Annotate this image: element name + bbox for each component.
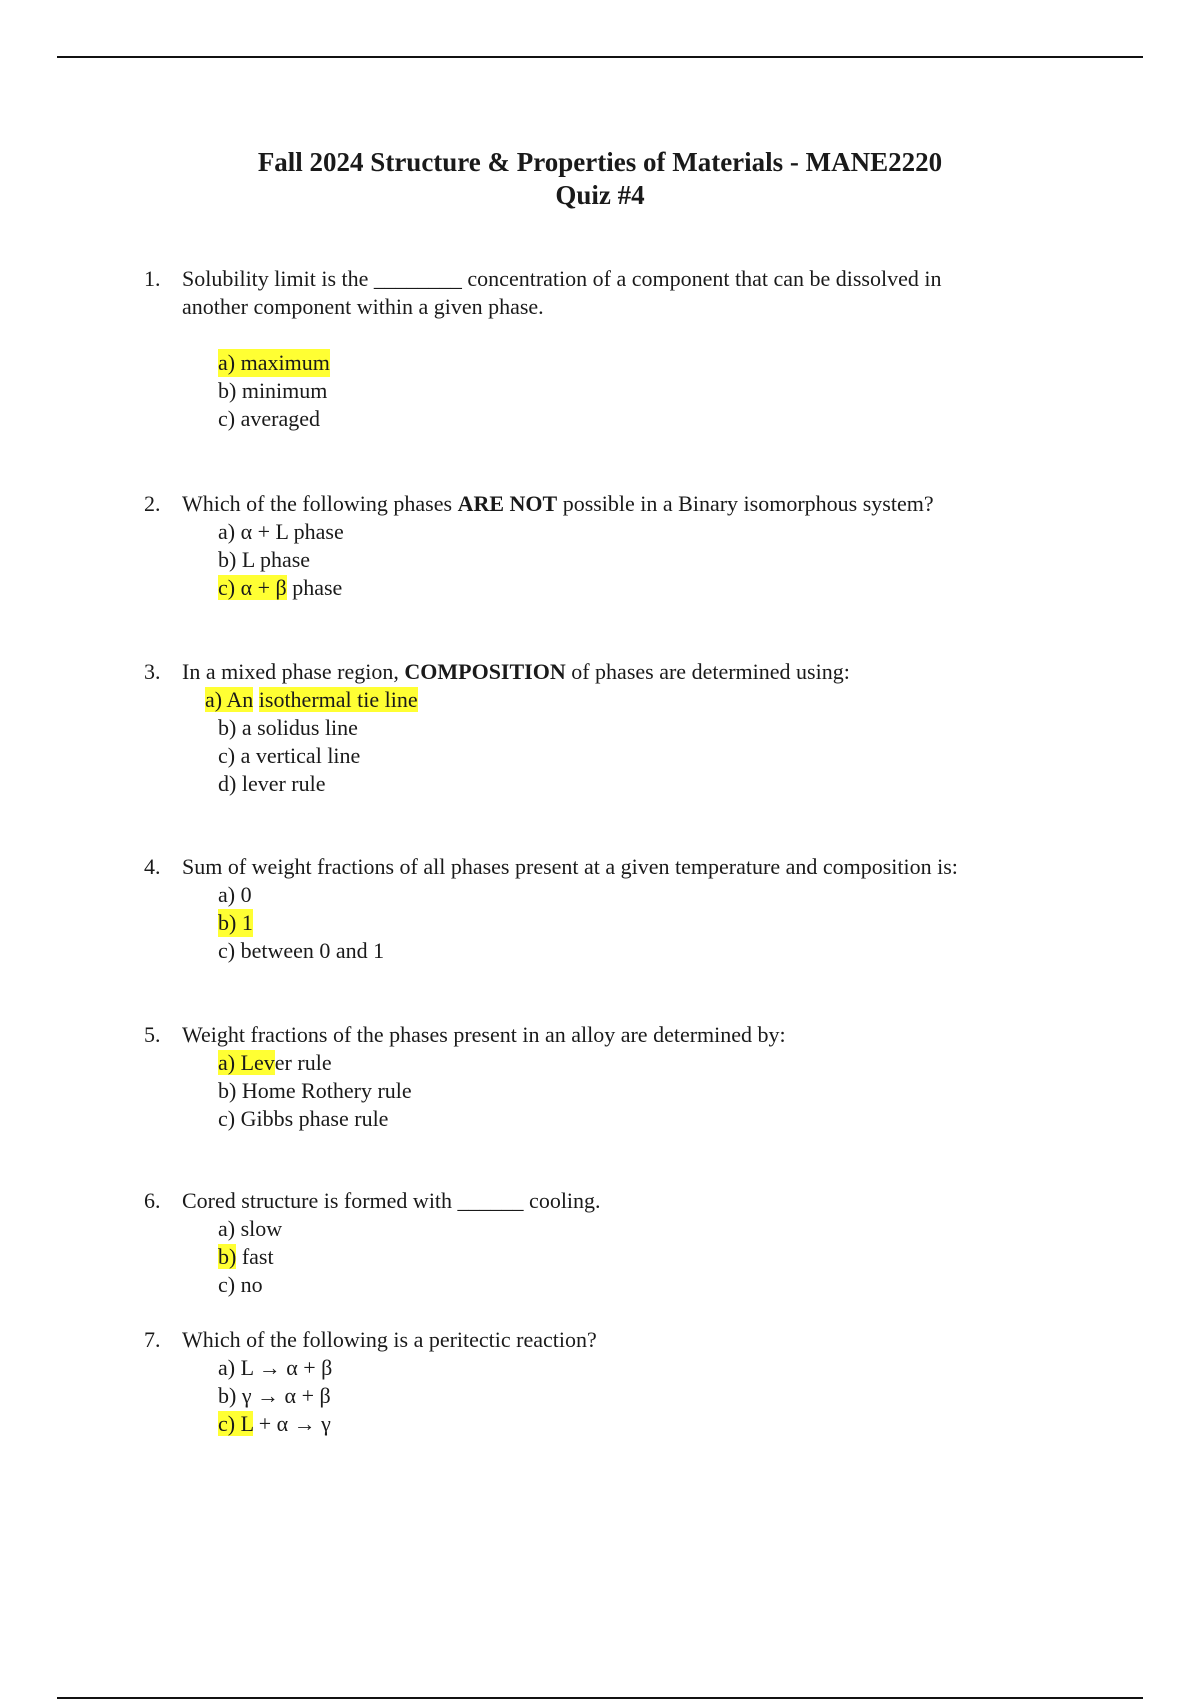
option-label: b) L phase (218, 547, 311, 572)
option-label: b) γ → α + β (218, 1383, 331, 1408)
question-text: Cored structure is formed with ______ cooling. (182, 1188, 601, 1213)
question-2 (0, 490, 1200, 602)
option-c (0, 937, 1200, 965)
option-a (0, 686, 1200, 714)
question-text-part: of phases are determined using: (565, 659, 850, 684)
option-b (0, 1382, 1200, 1410)
option-label-highlighted: c) α + β (218, 575, 287, 600)
option-label-rest: er rule (274, 1050, 332, 1075)
option-b (0, 1077, 1200, 1105)
option-a (0, 1354, 1200, 1382)
option-label: a) 0 (218, 882, 252, 907)
question-number: 6. (144, 1188, 161, 1213)
option-a (0, 1215, 1200, 1243)
option-label: c) averaged (218, 406, 320, 431)
option-label: c) between 0 and 1 (218, 938, 385, 963)
option-label: d) lever rule (218, 771, 326, 796)
question-number: 2. (144, 491, 161, 516)
option-b (0, 909, 1200, 937)
option-label-highlighted: b) (218, 1244, 237, 1269)
option-label: b) Home Rothery rule (218, 1078, 412, 1103)
question-3 (0, 658, 1200, 798)
option-d (0, 770, 1200, 798)
title-line-2: Quiz #4 (555, 180, 645, 210)
question-4 (0, 853, 1200, 965)
question-number: 7. (144, 1327, 161, 1352)
question-6 (0, 1187, 1200, 1299)
option-b (0, 377, 1200, 405)
option-b (0, 1243, 1200, 1271)
option-label-highlighted: a) Lev (218, 1050, 275, 1075)
question-text (182, 658, 850, 686)
question-text: Solubility limit is the ________ concentration of a component that can be dissolved in (182, 266, 942, 291)
option-c (0, 1105, 1200, 1133)
option-label-rest: phase (292, 575, 343, 600)
question-number: 3. (144, 659, 161, 684)
option-label-highlighted: isothermal tie line (258, 687, 418, 712)
option-label-rest: + α → γ (253, 1411, 331, 1436)
question-1 (0, 265, 1200, 433)
option-b (0, 714, 1200, 742)
question-5 (0, 1021, 1200, 1133)
option-a (0, 518, 1200, 546)
question-text-part: possible in a Binary isomorphous system? (557, 491, 934, 516)
title-line-1: Fall 2024 Structure & Properties of Materials - MANE2220 (257, 147, 943, 177)
option-label: b) a solidus line (218, 715, 358, 740)
question-text: Which of the following is a peritectic reaction? (182, 1327, 597, 1352)
option-c (0, 574, 1200, 602)
question-number: 4. (144, 854, 161, 879)
question-text-part: Which of the following phases (182, 491, 458, 516)
option-label: c) no (218, 1272, 263, 1297)
question-text-emphasis: COMPOSITION (404, 659, 566, 684)
option-a (0, 349, 1200, 377)
question-7 (0, 1326, 1200, 1438)
option-c (0, 1410, 1200, 1438)
option-c (0, 405, 1200, 433)
document-title (0, 146, 1200, 212)
question-text-continued: another component within a given phase. (182, 294, 544, 319)
option-label-rest: fast (236, 1244, 274, 1269)
question-number: 1. (144, 266, 161, 291)
top-rule (57, 56, 1143, 58)
option-label: a) α + L phase (218, 519, 344, 544)
question-number: 5. (144, 1022, 161, 1047)
option-label: c) Gibbs phase rule (218, 1106, 389, 1131)
option-label: c) a vertical line (218, 743, 361, 768)
question-text: Sum of weight fractions of all phases present at a given temperature and composition is: (182, 854, 958, 879)
option-c (0, 742, 1200, 770)
option-c (0, 1271, 1200, 1299)
question-text: Weight fractions of the phases present in an alloy are determined by: (182, 1022, 786, 1047)
bottom-rule (57, 1697, 1143, 1699)
option-label: a) maximum (218, 350, 330, 375)
option-label: a) slow (218, 1216, 283, 1241)
option-label: b) 1 (218, 910, 253, 935)
question-text (182, 490, 934, 518)
option-label: a) L → α + β (218, 1355, 333, 1380)
option-label: b) minimum (218, 378, 328, 403)
option-a (0, 881, 1200, 909)
question-text-emphasis: ARE NOT (457, 491, 558, 516)
option-b (0, 546, 1200, 574)
option-label-highlighted: a) An (205, 687, 254, 712)
option-label-highlighted: c) L (218, 1411, 254, 1436)
option-a (0, 1049, 1200, 1077)
question-text-part: In a mixed phase region, (182, 659, 405, 684)
